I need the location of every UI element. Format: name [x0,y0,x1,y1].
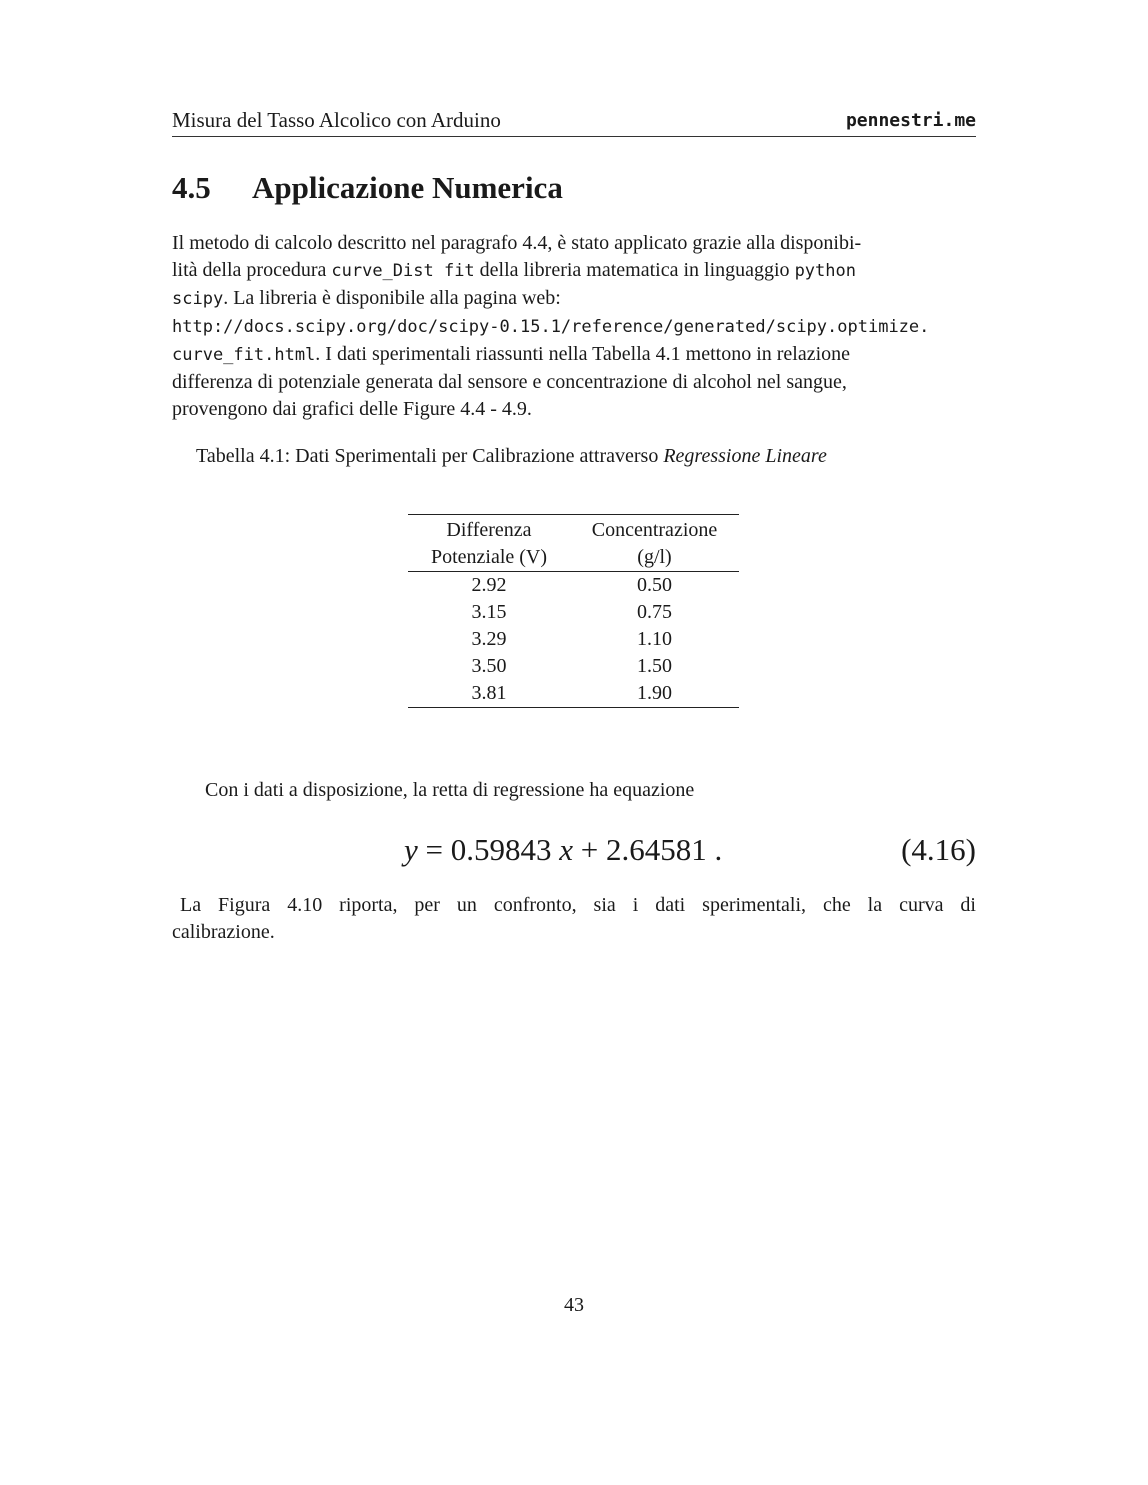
paragraph-line-2: lità della procedura curve_Dist fit della libreria matematica in linguaggio python [172,259,856,281]
table-cell: 3.29 [471,628,507,650]
url-link-end: curve_fit.html [172,345,316,365]
closing-paragraph [172,892,976,946]
table-row [408,626,739,653]
table-cell: 3.81 [471,682,507,704]
table-cell: 1.10 [637,628,672,650]
closing-line-1: La Figura 4.10 riporta, per un confronto, sia i dati sperimentali, che la curva di [180,894,976,916]
body-paragraph [172,230,992,423]
url-link: http://docs.scipy.org/doc/scipy-0.15.1/reference/generated/scipy.optimize. [172,317,930,337]
data-table [408,514,739,708]
header-cell: Potenziale (V) [408,544,570,572]
caption-italic: Regressione Lineare [663,445,827,467]
table-cell: 1.90 [637,682,672,704]
equation-number: (4.16) [901,832,976,867]
section-number: 4.5 [172,170,211,205]
table-cell: 3.50 [471,655,507,677]
section-heading [172,170,563,206]
paragraph-line-4[interactable] [172,313,992,341]
table-header-row [408,515,739,545]
table-cell: 2.92 [471,574,507,596]
table-caption: Tabella 4.1: Dati Sperimentali per Calibrazione attraverso Regressione Lineare [196,445,827,467]
table-row [408,680,739,708]
paragraph-line-7: provengono dai grafici delle Figure 4.4 - 4.9. [172,398,532,420]
table-cell: 0.75 [637,601,672,623]
table-cell: 0.50 [637,574,672,596]
header-cell: Concentrazione [591,519,718,541]
paragraph-line-1: Il metodo di calcolo descritto nel paragrafo 4.4, è stato applicato grazie alla disponibi- [172,232,862,254]
regression-equation: y = 0.59843 x + 2.64581 . [404,832,723,867]
header-site: pennestri.me [845,110,976,131]
header-cell: Differenza [446,519,532,541]
equation-intro: Con i dati a disposizione, la retta di regressione ha equazione [205,779,695,801]
code-curve-fit: curve_Dist fit [331,261,475,281]
header-title: Misura del Tasso Alcolico con Arduino [172,108,501,132]
closing-line-2: calibrazione. [172,921,275,943]
running-header [172,108,976,137]
paragraph-line-3: scipy. La libreria è disponibile alla pagina web: [172,287,561,309]
table-header-row [408,544,739,572]
table-cell: 1.50 [637,655,672,677]
code-python: python [794,261,856,281]
header-cell: (g/l) [570,544,739,572]
section-title: Applicazione Numerica [252,170,563,205]
page-number: 43 [564,1294,584,1316]
table-row [408,599,739,626]
code-scipy: scipy [172,289,224,309]
paragraph-line-5: curve_fit.html. I dati sperimentali riassunti nella Tabella 4.1 mettono in relazione [172,343,851,365]
paragraph-line-6: differenza di potenziale generata dal sensore e concentrazione di alcohol nel sangue, [172,371,847,393]
table-row [408,653,739,680]
table-cell: 3.15 [471,601,507,623]
table-row [408,572,739,600]
